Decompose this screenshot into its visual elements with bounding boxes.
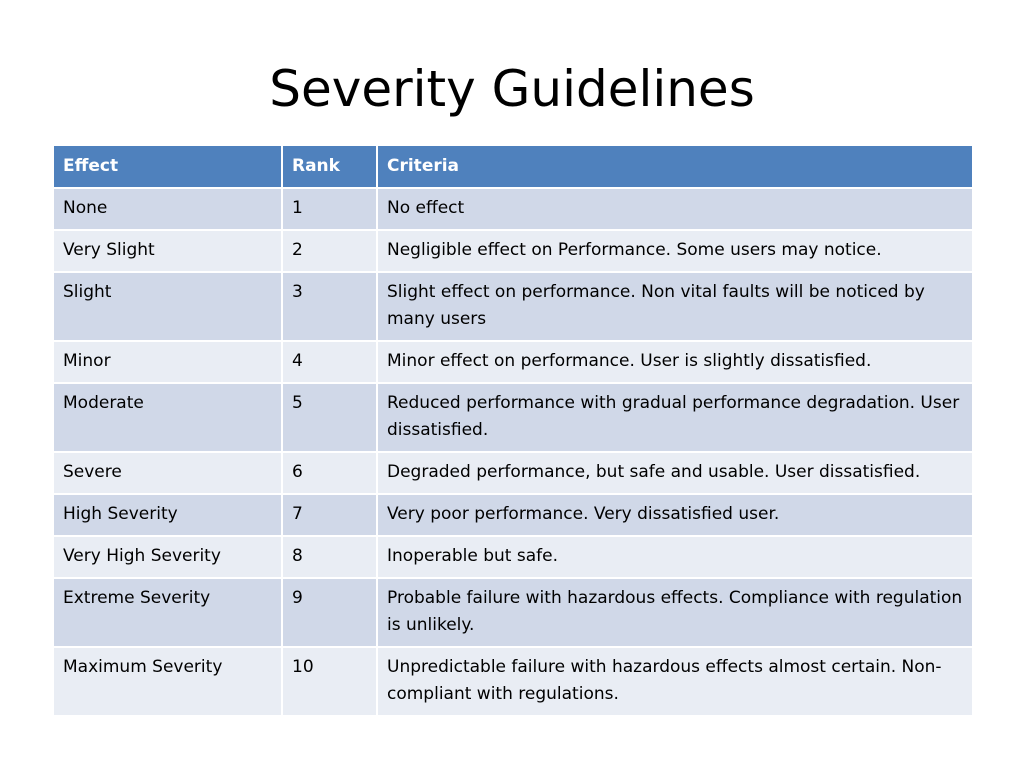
- rank-cell: 3: [282, 272, 377, 341]
- effect-cell: Very High Severity: [53, 536, 282, 578]
- effect-cell: Minor: [53, 341, 282, 383]
- effect-cell: High Severity: [53, 494, 282, 536]
- criteria-cell: Degraded performance, but safe and usable. User dissatisfied.: [377, 452, 973, 494]
- table-header-row: [53, 145, 973, 188]
- rank-cell: 8: [282, 536, 377, 578]
- criteria-cell: Unpredictable failure with hazardous effects almost certain. Non-compliant with regulations.: [377, 647, 973, 716]
- criteria-cell: Very poor performance. Very dissatisfied user.: [377, 494, 973, 536]
- criteria-cell: Inoperable but safe.: [377, 536, 973, 578]
- slide-title: Severity Guidelines: [269, 60, 755, 118]
- effect-cell: Extreme Severity: [53, 578, 282, 647]
- table-row: [53, 536, 973, 578]
- rank-cell: 2: [282, 230, 377, 272]
- criteria-cell: No effect: [377, 188, 973, 230]
- effect-cell: None: [53, 188, 282, 230]
- effect-cell: Moderate: [53, 383, 282, 452]
- column-header-rank: Rank: [282, 145, 377, 188]
- criteria-cell: Minor effect on performance. User is slightly dissatisfied.: [377, 341, 973, 383]
- table-row: [53, 647, 973, 716]
- rank-cell: 6: [282, 452, 377, 494]
- column-header-effect: Effect: [53, 145, 282, 188]
- column-header-criteria: Criteria: [377, 145, 973, 188]
- rank-cell: 10: [282, 647, 377, 716]
- table-row: [53, 188, 973, 230]
- rank-cell: 4: [282, 341, 377, 383]
- rank-cell: 1: [282, 188, 377, 230]
- criteria-cell: Reduced performance with gradual performance degradation. User dissatisfied.: [377, 383, 973, 452]
- severity-table: [52, 144, 974, 717]
- criteria-cell: Probable failure with hazardous effects. Compliance with regulation is unlikely.: [377, 578, 973, 647]
- table-row: [53, 383, 973, 452]
- table-row: [53, 230, 973, 272]
- effect-cell: Maximum Severity: [53, 647, 282, 716]
- effect-cell: Very Slight: [53, 230, 282, 272]
- rank-cell: 9: [282, 578, 377, 647]
- effect-cell: Slight: [53, 272, 282, 341]
- effect-cell: Severe: [53, 452, 282, 494]
- table-row: [53, 578, 973, 647]
- criteria-cell: Negligible effect on Performance. Some users may notice.: [377, 230, 973, 272]
- table-row: [53, 452, 973, 494]
- table-row: [53, 494, 973, 536]
- table-row: [53, 341, 973, 383]
- rank-cell: 7: [282, 494, 377, 536]
- table-row: [53, 272, 973, 341]
- criteria-cell: Slight effect on performance. Non vital faults will be noticed by many users: [377, 272, 973, 341]
- rank-cell: 5: [282, 383, 377, 452]
